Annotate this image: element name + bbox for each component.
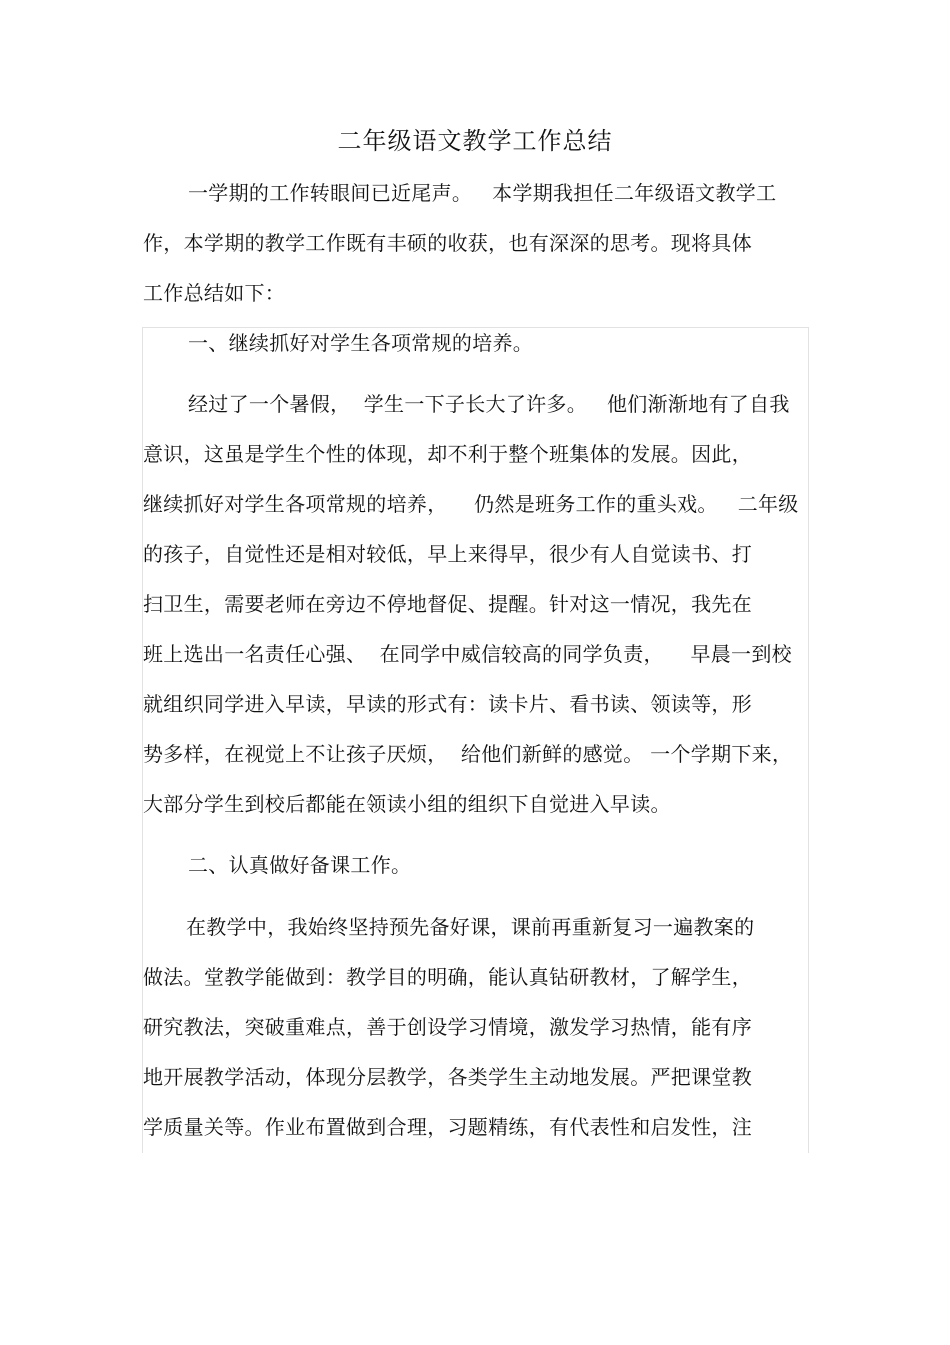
section-2-line-5: 学质量关等。作业布置做到合理，习题精练，有代表性和启发性，注 [143,1115,752,1139]
section-1-heading: 一、继续抓好对学生各项常规的培养。 [188,331,534,355]
section-2-heading: 二、认真做好备课工作。 [188,853,412,877]
section-1-line-9: 大部分学生到校后都能在领读小组的组织下自觉进入早读。 [143,792,671,816]
section-2-line-1: 在教学中，我始终坚持预先备好课，课前再重新复习一遍教案的 [186,915,755,939]
intro-line-2: 作，本学期的教学工作既有丰硕的收获，也有深深的思考。现将具体 [143,231,752,255]
section-1-line-5: 扫卫生，需要老师在旁边不停地督促、提醒。针对这一情况，我先在 [143,592,752,616]
section-2-line-2: 做法。堂教学能做到：教学目的明确，能认真钻研教材，了解学生， [143,965,752,989]
document-title: 二年级语文教学工作总结 [337,127,613,155]
section-1-line-2: 意识，这虽是学生个性的体现，却不利于整个班集体的发展。因此， [143,442,752,466]
section-1-line-7: 就组织同学进入早读，早读的形式有：读卡片、看书读、领读等，形 [143,692,752,716]
section-1-line-4: 的孩子，自觉性还是相对较低，早上来得早，很少有人自觉读书、打 [143,542,752,566]
intro-line-3: 工作总结如下： [143,281,286,305]
section-2-line-4: 地开展教学活动，体现分层教学，各类学生主动地发展。严把课堂教 [143,1065,752,1089]
section-1-line-8: 势多样，在视觉上不让孩子厌烦， 给他们新鲜的感觉。 一个学期下来， [143,742,793,766]
section-1-line-1: 经过了一个暑假， 学生一下子长大了许多。 他们渐渐地有了自我 [188,392,790,416]
section-2-line-3: 研究教法，突破重难点，善于创设学习情境，激发学习热情，能有序 [143,1015,752,1039]
section-1-line-6: 班上选出一名责任心强、 在同学中威信较高的同学负责， 早晨一到校 [143,642,792,666]
section-1-line-3: 继续抓好对学生各项常规的培养， 仍然是班务工作的重头戏。 二年级 [143,492,799,516]
intro-line-1: 一学期的工作转眼间已近尾声。 本学期我担任二年级语文教学工 [188,181,777,205]
